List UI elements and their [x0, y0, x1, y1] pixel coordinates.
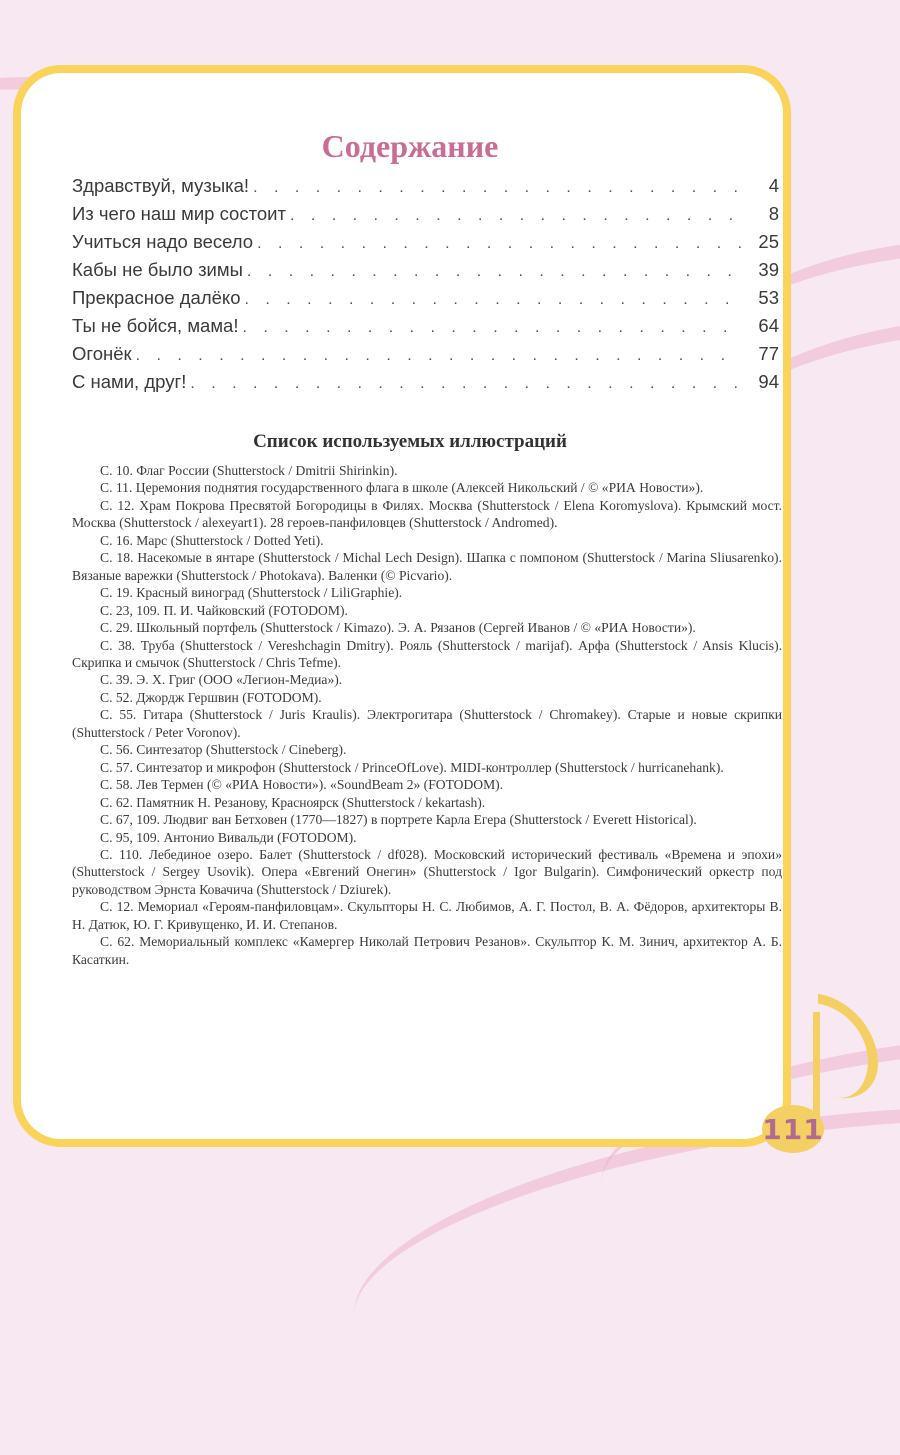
illustration-credit: С. 10. Флаг России (Shutterstock / Dmitrii Shirinkin).: [100, 463, 398, 478]
toc-item-label: Из чего наш мир состоит: [72, 203, 286, 224]
toc-item-page: 64: [758, 315, 779, 336]
illustration-credit: С. 57. Синтезатор и микрофон (Shutterstock / PrinceOfLove). MIDI-контроллер (Shutterstock / hurricanehank).: [100, 759, 724, 775]
page-number: 111: [762, 1112, 824, 1146]
illustration-credit: С. 12. Мемориал «Героям-панфиловцам». Скульпторы Н. С. Любимов, А. Г. Постол, В. А. Фёдоров, архитекторы В. Н. Датюк, Ю. Г. Кривущенко, И. И. Степанов.: [72, 899, 782, 932]
illustration-credit: С. 38. Труба (Shutterstock / Vereshchagin Dmitry). Рояль (Shutterstock / marijaf). Арфа (Shutterstock / Ansis Klucis). Скрипка и смычок (Shutterstock / Chris Tefme).: [72, 637, 782, 670]
toc-item-label: Учиться надо весело: [72, 231, 254, 252]
toc-leader-dots: [257, 235, 743, 253]
toc-item-page: 8: [768, 203, 779, 224]
toc-item-label: Здравствуй, музыка!: [72, 175, 250, 196]
illustrations-heading: Список используемых иллюстраций: [253, 431, 567, 452]
toc-leader-dots: [290, 207, 743, 225]
toc-leader-dots: [136, 347, 743, 365]
toc-item[interactable]: [72, 287, 779, 315]
illustration-credit: С. 58. Лев Термен (© «РИА Новости»). «SoundBeam 2» (FOTODOM).: [100, 777, 504, 793]
toc-item[interactable]: [72, 371, 779, 399]
illustration-credit: С. 56. Синтезатор (Shutterstock / Cineberg).: [100, 742, 347, 758]
toc-item-page: 39: [758, 259, 779, 280]
table-of-contents: [72, 175, 779, 399]
toc-leader-dots: [245, 291, 744, 309]
toc-item-page: 77: [758, 343, 779, 364]
toc-item-page: 4: [768, 175, 779, 196]
toc-item[interactable]: [72, 231, 779, 259]
page-title: Содержание: [321, 128, 499, 164]
toc-item[interactable]: [72, 203, 779, 231]
illustration-credit: С. 11. Церемония поднятия государственного флага в школе (Алексей Никольский / © «РИА Новости»).: [100, 480, 704, 496]
toc-item-page: 53: [758, 287, 779, 308]
toc-leader-dots: [247, 263, 743, 281]
toc-item[interactable]: [72, 315, 779, 343]
illustration-credit: С. 19. Красный виноград (Shutterstock / LiliGraphie).: [100, 585, 403, 601]
toc-item[interactable]: [72, 259, 779, 287]
toc-item-page: 25: [758, 231, 779, 252]
page-number-badge: [762, 1105, 824, 1153]
toc-leader-dots: [190, 375, 743, 393]
toc-leader-dots: [253, 179, 743, 197]
illustration-credit: С. 62. Памятник Н. Резанову, Красноярск (Shutterstock / kekartash).: [100, 794, 486, 810]
toc-item-label: Огонёк: [72, 343, 132, 364]
illustration-credit: С. 62. Мемориальный комплекс «Камергер Николай Петрович Резанов». Скульптор К. М. Зинич, архитектор А. Б. Касаткин.: [72, 934, 782, 967]
toc-item[interactable]: [72, 343, 779, 371]
illustration-credit: С. 18. Насекомые в янтаре (Shutterstock / Michal Lech Design). Шапка с помпоном (Shutterstock / Marina Sliusarenko). Вязаные варежки (Shutterstock / Photokava). Валенки (© Picvario).: [72, 550, 782, 583]
toc-item-page: 94: [758, 371, 779, 392]
illustrations-list: [72, 462, 782, 968]
illustration-credit: С. 55. Гитара (Shutterstock / Juris Kraulis). Электрогитара (Shutterstock / Chromakey). Старые и новые скрипки (Shutterstock / Peter Voronov).: [72, 707, 782, 740]
toc-item-label: Кабы не было зимы: [72, 259, 243, 280]
illustration-credit: С. 39. Э. Х. Григ (ООО «Легион-Медиа»).: [100, 672, 343, 688]
toc-item-label: Ты не бойся, мама!: [72, 315, 239, 336]
illustration-credit: С. 67, 109. Людвиг ван Бетховен (1770—1827) в портрете Карла Егера (Shutterstock / Everett Historical).: [100, 812, 697, 828]
music-note-flag-icon: [818, 994, 878, 1107]
illustration-credit: С. 23, 109. П. И. Чайковский (FOTODOM).: [100, 602, 348, 618]
illustration-credit: С. 95, 109. Антонио Вивальди (FOTODOM).: [100, 829, 357, 845]
illustration-credit: С. 110. Лебединое озеро. Балет (Shutterstock / df028). Московский исторический фестиваль «Времена и эпохи» (Shutterstock / Sergey Usovik). Опера «Евгений Онегин» (Shutterstock / Igor Bulgarin). Симфонический оркестр под руководством Эрнста Ковачича (Shutterstock / Dziurek).: [72, 846, 782, 897]
illustration-credit: С. 29. Школьный портфель (Shutterstock / Kimazo). Э. А. Рязанов (Сергей Иванов / © «РИА Новости»).: [100, 620, 696, 636]
toc-item-label: С нами, друг!: [72, 371, 187, 392]
illustration-credit: С. 52. Джордж Гершвин (FOTODOM).: [100, 689, 322, 705]
illustration-credit: С. 12. Храм Покрова Пресвятой Богородицы в Филях. Москва (Shutterstock / Elena Koromyslova). Крымский мост. Москва (Shutterstock / alexeyart1). 28 героев-панфиловцев (Shutterstock / Andromed).: [72, 497, 782, 531]
toc-item[interactable]: [72, 175, 779, 203]
toc-leader-dots: [243, 319, 744, 337]
toc-item-label: Прекрасное далёко: [72, 287, 241, 308]
illustration-credit: С. 16. Марс (Shutterstock / Dotted Yeti).: [100, 532, 324, 548]
